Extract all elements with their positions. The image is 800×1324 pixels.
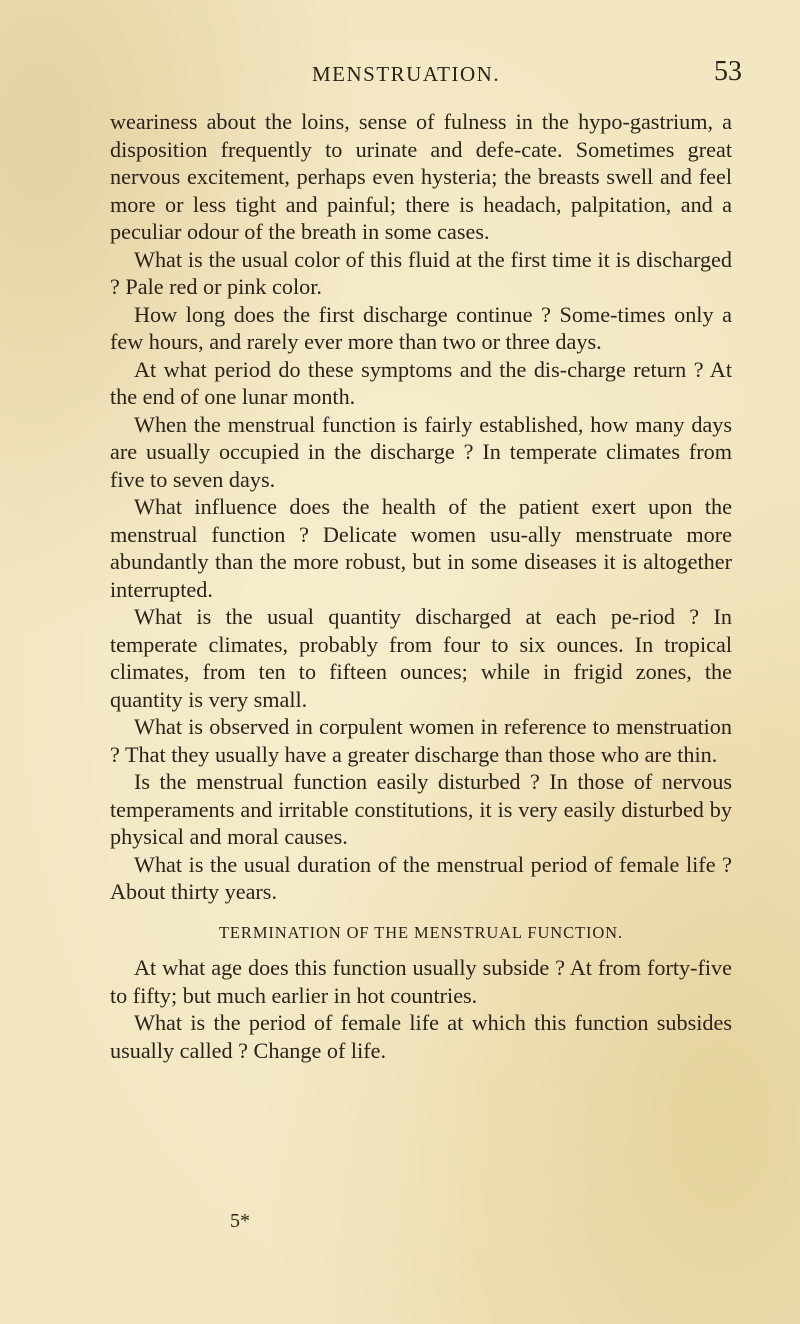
paragraph: When the menstrual function is fairly established, how many days are usually occupied in the discharge ? In temperate climates from five to seven days. — [110, 411, 732, 492]
paragraph: At what period do these symptoms and the dis-charge return ? At the end of one lunar month. — [110, 356, 732, 409]
running-head: MENSTRUATION. — [312, 62, 501, 86]
signature-mark: 5* — [230, 1210, 250, 1232]
paragraph: How long does the first discharge continue ? Some-times only a few hours, and rarely ever more than two or three days. — [110, 301, 732, 354]
page-number: 53 — [714, 56, 742, 87]
page-body — [110, 108, 732, 1064]
paragraph: What is the usual color of this fluid at the first time it is discharged ? Pale red or pink color. — [110, 246, 732, 299]
paragraph: What is observed in corpulent women in reference to menstruation ? That they usually have a greater discharge than those who are thin. — [110, 714, 732, 767]
paragraph: At what age does this function usually subside ? At from forty-five to fifty; but much earlier in hot countries. — [110, 955, 732, 1008]
paragraph: What influence does the health of the patient exert upon the menstrual function ? Delicate women usu-ally menstruate more abundantly than the more robust, but in some diseases it is altogether interrupted. — [110, 494, 732, 602]
paragraph: Is the menstrual function easily disturbed ? In those of nervous temperaments and irritable constitutions, it is very easily disturbed by physical and moral causes. — [110, 769, 732, 849]
page-header — [250, 56, 742, 96]
paragraph: What is the usual quantity discharged at each pe-riod ? In temperate climates, probably from four to six ounces. In tropical climates, from ten to fifteen ounces; while in frigid zones, the quantity is very small. — [110, 604, 732, 712]
paragraph: What is the period of female life at which this function subsides usually called ? Change of life. — [110, 1010, 732, 1063]
paragraph: What is the usual duration of the menstrual period of female life ? About thirty years. — [110, 851, 732, 904]
paragraph: weariness about the loins, sense of fulness in the hypo-gastrium, a disposition frequently to urinate and defe-cate. Sometimes great nervous excitement, perhaps even hysteria; the breasts swell and feel more or less tight and painful; there is headach, palpitation, and a peculiar odour of the breath in some cases. — [110, 109, 732, 244]
section-heading: TERMINATION OF THE MENSTRUAL FUNCTION. — [218, 922, 624, 942]
